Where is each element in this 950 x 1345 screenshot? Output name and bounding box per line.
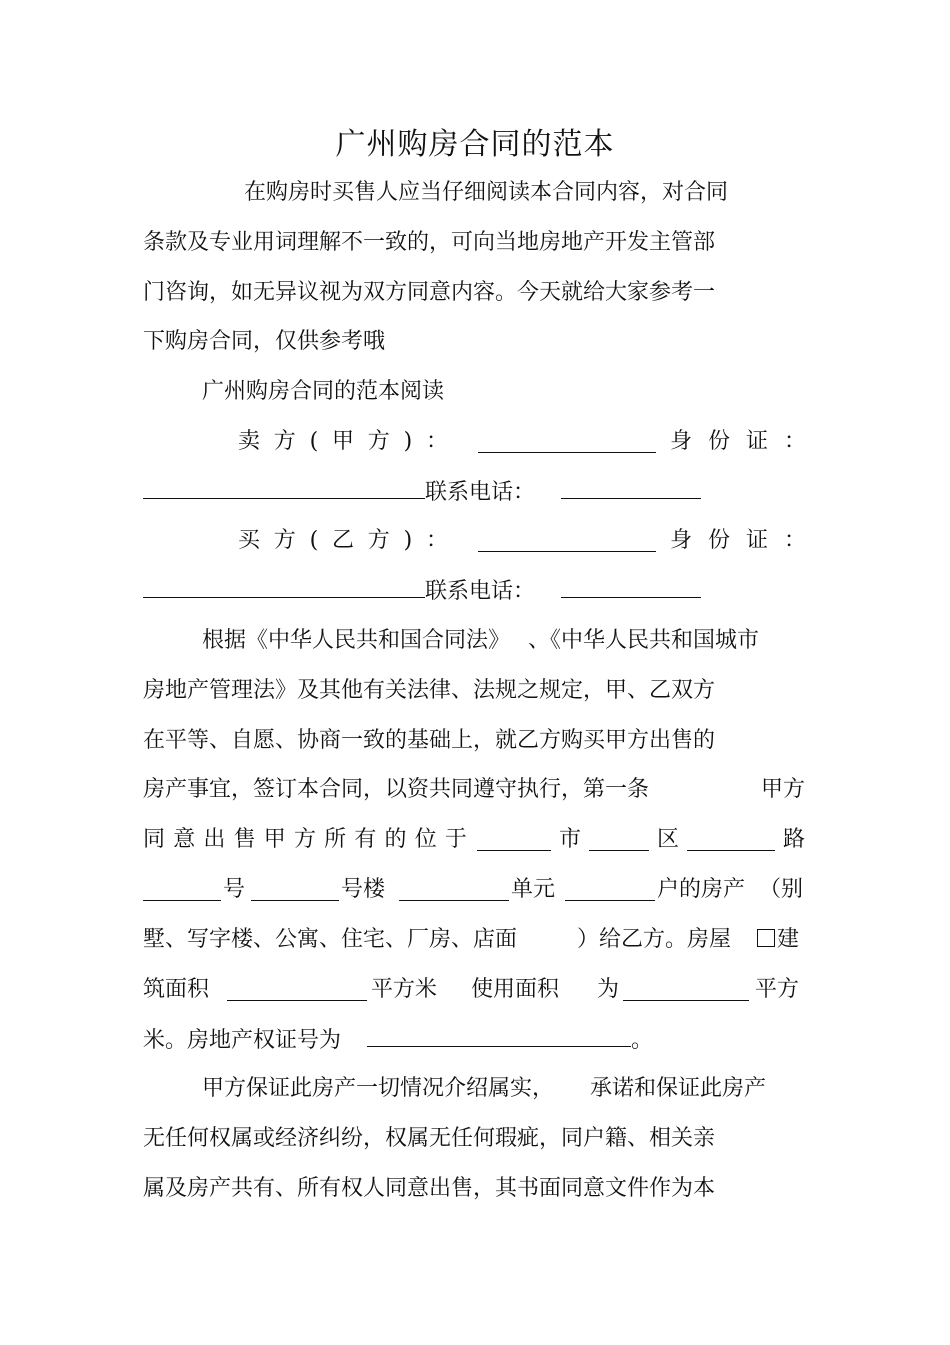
para2-line-2: 无任何权属或经济纠纷，权属无任何瑕疵，同户籍、相关亲 [143, 1126, 716, 1151]
para1-line-3: 在平等、自愿、协商一致的基础上，就乙方购买甲方出售的 [143, 728, 716, 753]
district-blank[interactable] [589, 830, 649, 851]
seller-phone-blank[interactable] [561, 478, 701, 499]
usable-area-blank[interactable] [623, 980, 749, 1001]
city-blank[interactable] [477, 830, 551, 851]
seller-name-blank[interactable] [478, 432, 656, 453]
subtitle: 广州购房合同的范本阅读 [202, 379, 445, 404]
seller-id-blank[interactable] [143, 478, 425, 499]
para2-line-1: 甲方保证此房产一切情况介绍属实， 承诺和保证此房产 [202, 1076, 767, 1101]
seller-id-label: 身 份 证 ： [670, 429, 806, 454]
buyer-id-blank[interactable] [143, 577, 425, 598]
room-blank[interactable] [565, 880, 655, 901]
para2-line-3: 属及房产共有、所有权人同意出售，其书面同意文件作为本 [143, 1176, 716, 1201]
document-title: 广州购房合同的范本 [335, 127, 615, 162]
certificate-number-blank[interactable] [367, 1026, 631, 1047]
buyer-label: 买 方 ( 乙 方 ) ： [238, 528, 448, 553]
para1-line-4: 房产事宜，签订本合同，以资共同遵守执行，第一条 甲方 [143, 777, 805, 802]
para1-line-9: 米。房地产权证号为 。 [143, 1028, 654, 1053]
buyer-name-blank[interactable] [478, 531, 656, 552]
building-area-blank[interactable] [227, 980, 367, 1001]
buyer-id-label: 身 份 证 ： [670, 528, 806, 553]
document-page: 广州购房合同的范本 在购房时买售人应当仔细阅读本合同内容，对合同 条款及专业用词理解不一致的，可向当地房地产开发主管部 门咨询，如无异议视为双方同意内容。今天就给大家参考一 下购房合同，仅供参考哦 广州购房合同的范本阅读 卖 方 ( 甲 方 ) ： 身 份 证 ： 联系电话： 买 方 ( 乙 方 ) ： 身 份 证 ： 联系电话： 根据《中华人民共和国合同法》 、《中华人民共和国城市 房地产管理法》及其他有关法律、法规之规定，甲、乙双方 在平等、自愿、协商一致的基础上，就乙方购买甲方出售的 房产事宜，签订本合同，以资共同遵守执行，第一条 甲方 同 意 出 售 甲 方 所 有 的 位 于 市 区 路 号 号楼 单元 户的房产 （别 墅、写字楼、公寓、住宅、厂房、店面 ）给乙方。房屋 建 筑面积 平方米 使用面积 为 平方 米。房地产权证号为 。 甲方保证此房产一切情况介绍属实， 承诺和保证此房产 无任何权属或经济纠纷，权属无任何瑕疵，同户籍、相关亲 属及房产共有、所有权人同意出售，其书面同意文件作为本 [0, 0, 950, 1345]
para1-line-1: 根据《中华人民共和国合同法》 、《中华人民共和国城市 [202, 628, 760, 653]
buyer-phone-label: 联系电话： [425, 579, 536, 604]
number-blank[interactable] [143, 880, 221, 901]
buyer-phone-blank[interactable] [561, 577, 701, 598]
intro-line-3: 门咨询，如无异议视为双方同意内容。今天就给大家参考一 [143, 280, 716, 305]
seller-contact-line [143, 478, 701, 507]
seller-label: 卖 方 ( 甲 方 ) ： [238, 429, 448, 454]
intro-line-1: 在购房时买售人应当仔细阅读本合同内容，对合同 [244, 180, 729, 205]
unit-blank[interactable] [399, 880, 509, 901]
road-blank[interactable] [687, 830, 775, 851]
para1-line-2: 房地产管理法》及其他有关法律、法规之规定，甲、乙双方 [143, 678, 716, 703]
intro-line-2: 条款及专业用词理解不一致的，可向当地房地产开发主管部 [143, 230, 716, 255]
intro-line-4: 下购房合同，仅供参考哦 [143, 329, 386, 354]
buyer-contact-line [143, 577, 701, 606]
building-blank[interactable] [251, 880, 339, 901]
checkbox[interactable] [757, 929, 775, 947]
seller-phone-label: 联系电话： [425, 480, 536, 505]
